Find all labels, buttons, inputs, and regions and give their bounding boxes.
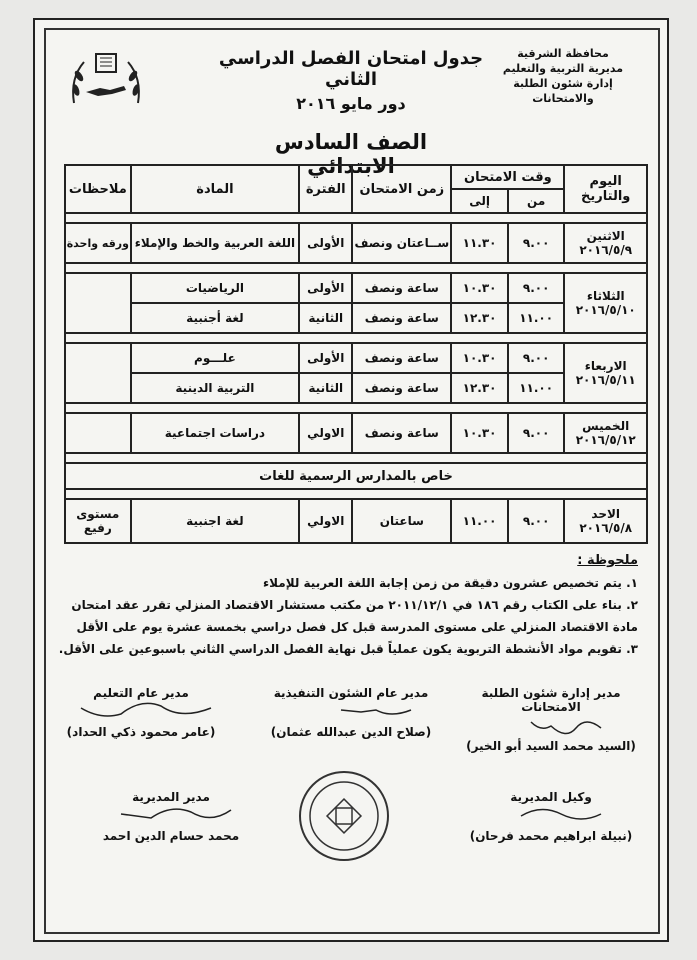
duration-cell: ساعة ونصف bbox=[352, 373, 451, 403]
issuer-line: إدارة شئون الطلبة والامتحانات bbox=[513, 77, 613, 105]
day-date: ٢٠١٦/٥/١١ bbox=[575, 373, 636, 387]
exam-schedule-table bbox=[64, 164, 648, 544]
period-cell: الاولي bbox=[299, 413, 352, 453]
to-cell: ١٢.٣٠ bbox=[451, 373, 508, 403]
signature-block bbox=[266, 686, 436, 739]
signature-title: مدير عام التعليم bbox=[93, 686, 189, 700]
title-block bbox=[206, 48, 496, 113]
page-border bbox=[44, 28, 660, 934]
note-item: ٢. بناء على الكتاب رقم ١٨٦ في ٢٠١١/١٢/١ من مكتب مستشار الاقتصاد المنزلي تقرر عقد امتحان مادة الاقتصاد المنزلي على مستوى المدرسة قبل كل فصل دراسي بخمسة عشرة يوم على الأقل bbox=[71, 598, 638, 634]
header-exam-time: وقت الامتحان bbox=[451, 165, 564, 189]
note-cell bbox=[65, 413, 131, 453]
period-cell: الأولى bbox=[299, 223, 352, 263]
period-cell: الأولى bbox=[299, 273, 352, 303]
note-item: ١. يتم تخصيص عشرون دقيقة من زمن إجابة اللغة العربية للإملاء bbox=[263, 576, 638, 590]
to-cell: ١٠.٣٠ bbox=[451, 343, 508, 373]
subject-cell: علـــوم bbox=[131, 343, 300, 373]
duration-cell: ســاعتان ونصف bbox=[352, 223, 451, 263]
note-cell bbox=[65, 273, 131, 333]
to-cell: ١١.٠٠ bbox=[451, 499, 508, 543]
day-cell bbox=[564, 499, 647, 543]
subject-cell: التربية الدينية bbox=[131, 373, 300, 403]
signature-title: وكيل المديرية bbox=[510, 790, 592, 804]
day-date: ٢٠١٦/٥/١٢ bbox=[575, 433, 636, 447]
ministry-logo-icon bbox=[66, 48, 146, 118]
signature-name: (عامر محمود ذكي الحداد) bbox=[66, 725, 216, 739]
from-cell: ٩.٠٠ bbox=[508, 499, 565, 543]
handwritten-signature-icon bbox=[281, 700, 421, 722]
period-cell: الاولي bbox=[299, 499, 352, 543]
note-item: ٣. تقويم مواد الأنشطة التربوية يكون عملياً قبل نهاية الفصل الدراسي الثاني باسبوعين على الأقل. bbox=[58, 642, 638, 656]
day-name: الاثنين bbox=[586, 229, 625, 243]
subject-cell: لغة اجنبية bbox=[131, 499, 300, 543]
from-cell: ٩.٠٠ bbox=[508, 343, 565, 373]
duration-cell: ساعة ونصف bbox=[352, 303, 451, 333]
day-name: الخميس bbox=[582, 419, 630, 433]
from-cell: ٩.٠٠ bbox=[508, 273, 565, 303]
from-cell: ٩.٠٠ bbox=[508, 223, 565, 263]
day-cell bbox=[564, 413, 647, 453]
signature-name: (نبيلة ابراهيم محمد فرحان) bbox=[469, 829, 633, 843]
subject-cell: الرياضيات bbox=[131, 273, 300, 303]
note-cell: مستوى رفيع bbox=[65, 499, 131, 543]
from-cell: ١١.٠٠ bbox=[508, 373, 565, 403]
header-day: اليوم والتاريخ bbox=[564, 165, 647, 213]
day-cell bbox=[564, 223, 647, 263]
duration-cell: ساعتان bbox=[352, 499, 451, 543]
signature-block bbox=[456, 686, 646, 753]
duration-cell: ساعة ونصف bbox=[352, 413, 451, 453]
signature-title: مدير إدارة شئون الطلبة الامتحانات bbox=[481, 686, 621, 714]
day-cell bbox=[564, 273, 647, 333]
day-date: ٢٠١٦/٥/٨ bbox=[579, 521, 633, 535]
from-cell: ٩.٠٠ bbox=[508, 413, 565, 453]
subject-cell: اللغة العربية والخط والإملاء bbox=[131, 223, 300, 263]
issuer-block bbox=[488, 46, 638, 106]
special-section-title: خاص بالمدارس الرسمية للغات bbox=[65, 463, 647, 489]
day-date: ٢٠١٦/٥/١٠ bbox=[575, 303, 636, 317]
notes-section bbox=[58, 550, 638, 660]
subject-cell: لغة أجنبية bbox=[131, 303, 300, 333]
period-cell: الثانية bbox=[299, 373, 352, 403]
note-cell bbox=[65, 343, 131, 403]
to-cell: ١٠.٣٠ bbox=[451, 273, 508, 303]
document-title: جدول امتحان الفصل الدراسي الثاني bbox=[218, 48, 484, 90]
handwritten-signature-icon bbox=[491, 804, 611, 826]
handwritten-signature-icon bbox=[491, 714, 611, 736]
to-cell: ١١.٣٠ bbox=[451, 223, 508, 263]
subject-cell: دراسات اجتماعية bbox=[131, 413, 300, 453]
day-cell bbox=[564, 343, 647, 403]
duration-cell: ساعة ونصف bbox=[352, 343, 451, 373]
to-cell: ١٢.٣٠ bbox=[451, 303, 508, 333]
period-cell: الثانية bbox=[299, 303, 352, 333]
signature-block bbox=[56, 686, 226, 739]
header-period: الفترة bbox=[299, 165, 352, 213]
from-cell: ١١.٠٠ bbox=[508, 303, 565, 333]
handwritten-signature-icon bbox=[61, 700, 221, 722]
exam-session: دور مايو ٢٠١٦ bbox=[296, 94, 406, 113]
signature-title: مدير المديرية bbox=[132, 790, 210, 804]
signature-block bbox=[456, 790, 646, 843]
day-date: ٢٠١٦/٥/٩ bbox=[579, 243, 633, 257]
to-cell: ١٠.٣٠ bbox=[451, 413, 508, 453]
header-from: من bbox=[508, 189, 565, 213]
signature-title: مدير عام الشئون التنفيذية bbox=[273, 686, 429, 700]
header-duration: زمن الامتحان bbox=[352, 165, 451, 213]
grade-title: الصف السادس الابتدائي bbox=[274, 130, 428, 178]
header-subject: المادة bbox=[131, 165, 300, 213]
official-stamp-icon bbox=[296, 768, 392, 864]
signature-name: (السيد محمد السيد أبو الخير) bbox=[466, 739, 636, 753]
signature-block bbox=[86, 790, 256, 843]
day-name: الثلاثاء bbox=[586, 289, 625, 303]
notes-title: ملحوظة : bbox=[577, 553, 638, 568]
day-name: الاربعاء bbox=[584, 359, 627, 373]
header-notes: ملاحظات bbox=[65, 165, 131, 213]
issuer-line: مديرية التربية والتعليم bbox=[502, 62, 624, 75]
day-name: الاحد bbox=[591, 507, 621, 521]
handwritten-signature-icon bbox=[101, 804, 241, 826]
duration-cell: ساعة ونصف bbox=[352, 273, 451, 303]
document-page bbox=[33, 18, 669, 942]
period-cell: الأولى bbox=[299, 343, 352, 373]
issuer-line: محافظة الشرقية bbox=[517, 47, 609, 60]
signature-name: محمد حسام الدين احمد bbox=[102, 829, 240, 843]
header-to: إلى bbox=[451, 189, 508, 213]
signature-name: (صلاح الدين عبدالله عثمان) bbox=[270, 725, 432, 739]
note-cell: ورقه واحدة bbox=[65, 223, 131, 263]
